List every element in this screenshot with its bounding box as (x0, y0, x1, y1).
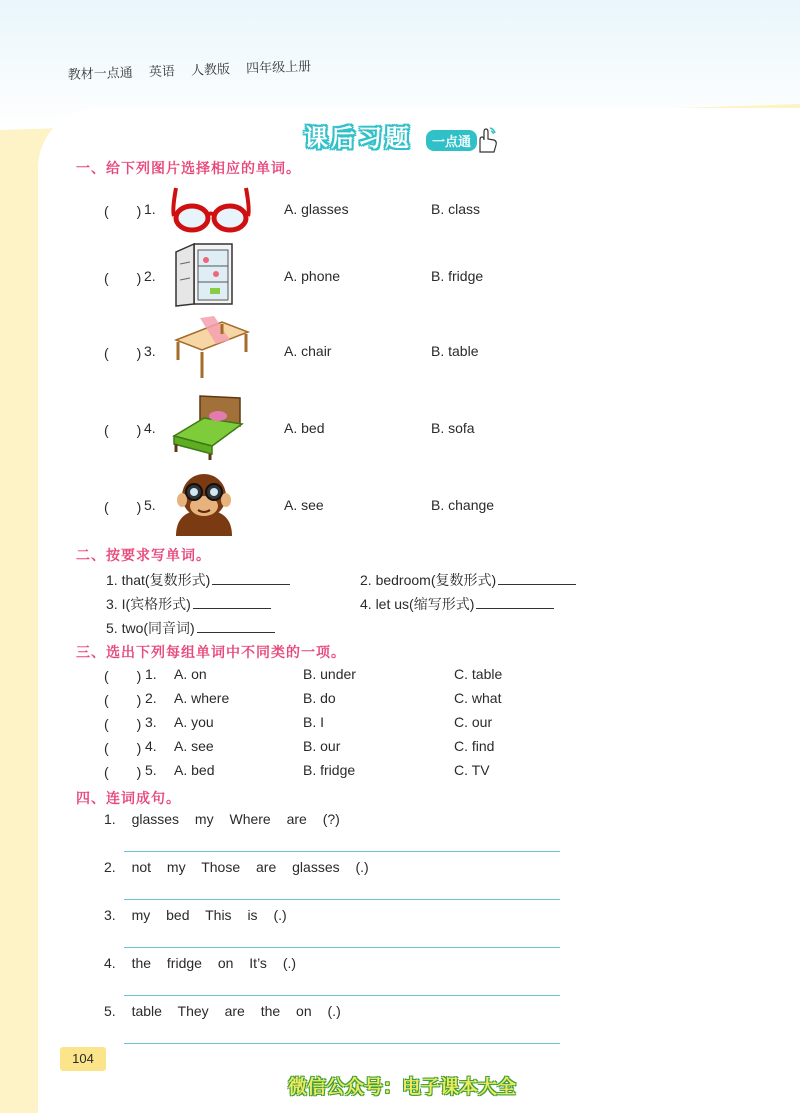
question-text: 5. two(同音词) (106, 620, 195, 636)
header-subject: 英语 (148, 64, 176, 81)
section1-title: 一、给下列图片选择相应的单词。 (76, 161, 301, 177)
option-b: B. I (303, 714, 325, 730)
header-grade: 四年级上册 (245, 59, 312, 77)
answer-line[interactable] (212, 572, 290, 585)
s1-item-1 (0, 180, 800, 240)
item-number: 1. (144, 201, 156, 217)
s2-item-4 (360, 594, 554, 614)
answer-blank[interactable]: ( ) (104, 692, 142, 708)
item-number: 5. (144, 497, 156, 513)
option-b: B. sofa (431, 420, 475, 436)
item-number: 5. (145, 762, 157, 778)
item-number: 4. (144, 420, 156, 436)
option-b: B. change (431, 497, 495, 513)
banner-title: 课后习题 (304, 124, 412, 152)
page-number: 104 (60, 1047, 106, 1071)
question-words: 1. glasses my Where are (?) (104, 811, 340, 827)
question-text: 3. I(宾格形式) (106, 596, 191, 612)
s3-item-2 (0, 690, 800, 710)
answer-blank[interactable]: ( ) (104, 422, 142, 438)
monkey-binoculars-picture (170, 470, 238, 538)
banner-subtitle: 一点通 (426, 130, 477, 151)
s1-item-3 (0, 316, 800, 376)
s1-item-4 (0, 392, 800, 452)
footer-watermark: 微信公众号：电子课本大全 (288, 1076, 517, 1098)
s4-item-1 (104, 811, 564, 827)
section4-title: 四、连词成句。 (76, 791, 181, 807)
item-number: 3. (145, 714, 157, 730)
fridge-picture (170, 240, 236, 308)
s2-item-1 (106, 570, 290, 590)
answer-line[interactable] (197, 620, 275, 633)
glasses-picture (170, 180, 252, 236)
option-c: C. what (454, 690, 502, 706)
option-a: A. see (174, 738, 214, 754)
option-a: A. phone (284, 268, 341, 284)
option-b: B. class (431, 201, 481, 217)
answer-blank[interactable]: ( ) (104, 764, 142, 780)
option-c: C. table (454, 666, 503, 682)
answer-line[interactable] (124, 995, 560, 996)
s3-item-4 (0, 738, 800, 758)
answer-line[interactable] (124, 1043, 560, 1044)
option-a: A. bed (174, 762, 215, 778)
s1-item-5 (0, 470, 800, 530)
question-words: 3. my bed This is (.) (104, 907, 287, 923)
option-b: B. table (431, 343, 479, 359)
question-text: 1. that(复数形式) (106, 572, 211, 588)
answer-line[interactable] (498, 572, 576, 585)
option-b: B. under (303, 666, 356, 682)
option-a: A. on (174, 666, 207, 682)
answer-line[interactable] (193, 596, 271, 609)
option-a: A. see (284, 497, 324, 513)
answer-blank[interactable]: ( ) (104, 203, 142, 219)
answer-line[interactable] (476, 596, 554, 609)
header-book: 教材一点通 (67, 65, 133, 83)
answer-blank[interactable]: ( ) (104, 499, 142, 515)
s2-item-5 (106, 618, 275, 638)
option-b: B. do (303, 690, 336, 706)
item-number: 1. (145, 666, 157, 682)
question-words: 5. table They are the on (.) (104, 1003, 341, 1019)
item-number: 3. (144, 343, 156, 359)
section3-title: 三、选出下列每组单词中不同类的一项。 (76, 645, 346, 661)
answer-blank[interactable]: ( ) (104, 716, 142, 732)
option-b: B. our (303, 738, 341, 754)
bed-picture (170, 392, 246, 462)
question-text: 2. bedroom(复数形式) (360, 572, 497, 588)
section2-title: 二、按要求写单词。 (76, 548, 211, 564)
option-a: A. glasses (284, 201, 349, 217)
s4-item-2 (104, 859, 564, 875)
answer-blank[interactable]: ( ) (104, 270, 142, 286)
option-b: B. fridge (431, 268, 484, 284)
option-c: C. our (454, 714, 493, 730)
answer-blank[interactable]: ( ) (104, 668, 142, 684)
s1-item-2 (0, 240, 800, 300)
option-a: A. you (174, 714, 214, 730)
s4-item-5 (104, 1003, 564, 1019)
s3-item-5 (0, 762, 800, 782)
question-words: 2. not my Those are glasses (.) (104, 859, 369, 875)
option-a: A. where (174, 690, 230, 706)
s2-item-2 (360, 570, 576, 590)
item-number: 2. (144, 268, 156, 284)
answer-line[interactable] (124, 947, 560, 948)
option-a: A. chair (284, 343, 332, 359)
answer-line[interactable] (124, 899, 560, 900)
item-number: 4. (145, 738, 157, 754)
table-picture (170, 316, 252, 382)
answer-blank[interactable]: ( ) (104, 740, 142, 756)
option-b: B. fridge (303, 762, 356, 778)
s3-item-3 (0, 714, 800, 734)
s2-item-3 (106, 594, 271, 614)
s3-item-1 (0, 666, 800, 686)
option-c: C. find (454, 738, 495, 754)
pointing-hand-icon (472, 126, 500, 154)
s4-item-3 (104, 907, 564, 923)
answer-blank[interactable]: ( ) (104, 345, 142, 361)
option-a: A. bed (284, 420, 325, 436)
item-number: 2. (145, 690, 157, 706)
question-words: 4. the fridge on It’s (.) (104, 955, 297, 971)
question-text: 4. let us(缩写形式) (360, 596, 475, 612)
s4-item-4 (104, 955, 564, 971)
header-edition: 人教版 (190, 62, 231, 79)
option-c: C. TV (454, 762, 490, 778)
exercise-banner (300, 114, 500, 154)
answer-line[interactable] (124, 851, 560, 852)
